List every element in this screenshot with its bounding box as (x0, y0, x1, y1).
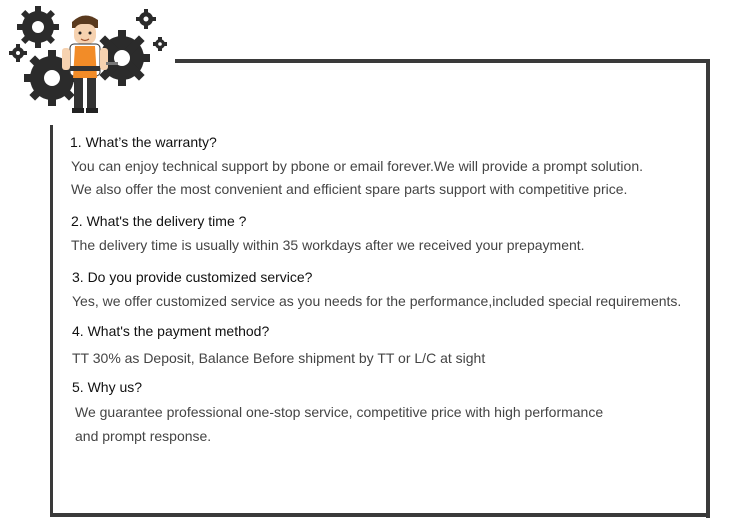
faq-question-payment: 4. What's the payment method? (72, 323, 270, 339)
faq-question-warranty: 1. What’s the warranty? (70, 134, 217, 150)
faq-answer-why-us-line-1: We guarantee professional one-stop service, competitive price with high performance (75, 404, 604, 420)
faq-question-delivery: 2. What's the delivery time ? (71, 213, 247, 229)
frame-top-border (175, 59, 709, 63)
frame-right-border (706, 59, 710, 518)
faq-answer-warranty-line-2: We also offer the most convenient and efficient spare parts support with competitive price. (71, 181, 628, 197)
faq-answer-why-us-line-2: and prompt response. (75, 428, 212, 444)
faq-answer-customized: Yes, we offer customized service as you needs for the performance,included special requirements. (72, 293, 682, 309)
faq-answer-warranty-line-1: You can enjoy technical support by pbone or email forever.We will provide a prompt solution. (71, 158, 643, 174)
frame-left-border (50, 125, 53, 517)
frame-bottom-border (50, 513, 710, 517)
faq-answer-payment: TT 30% as Deposit, Balance Before shipment by TT or L/C at sight (72, 350, 486, 366)
faq-answer-delivery: The delivery time is usually within 35 workdays after we received your prepayment. (71, 237, 585, 253)
engineer-with-gears-icon (0, 0, 175, 120)
faq-question-customized: 3. Do you provide customized service? (72, 269, 313, 285)
faq-question-why-us: 5. Why us? (72, 379, 143, 395)
